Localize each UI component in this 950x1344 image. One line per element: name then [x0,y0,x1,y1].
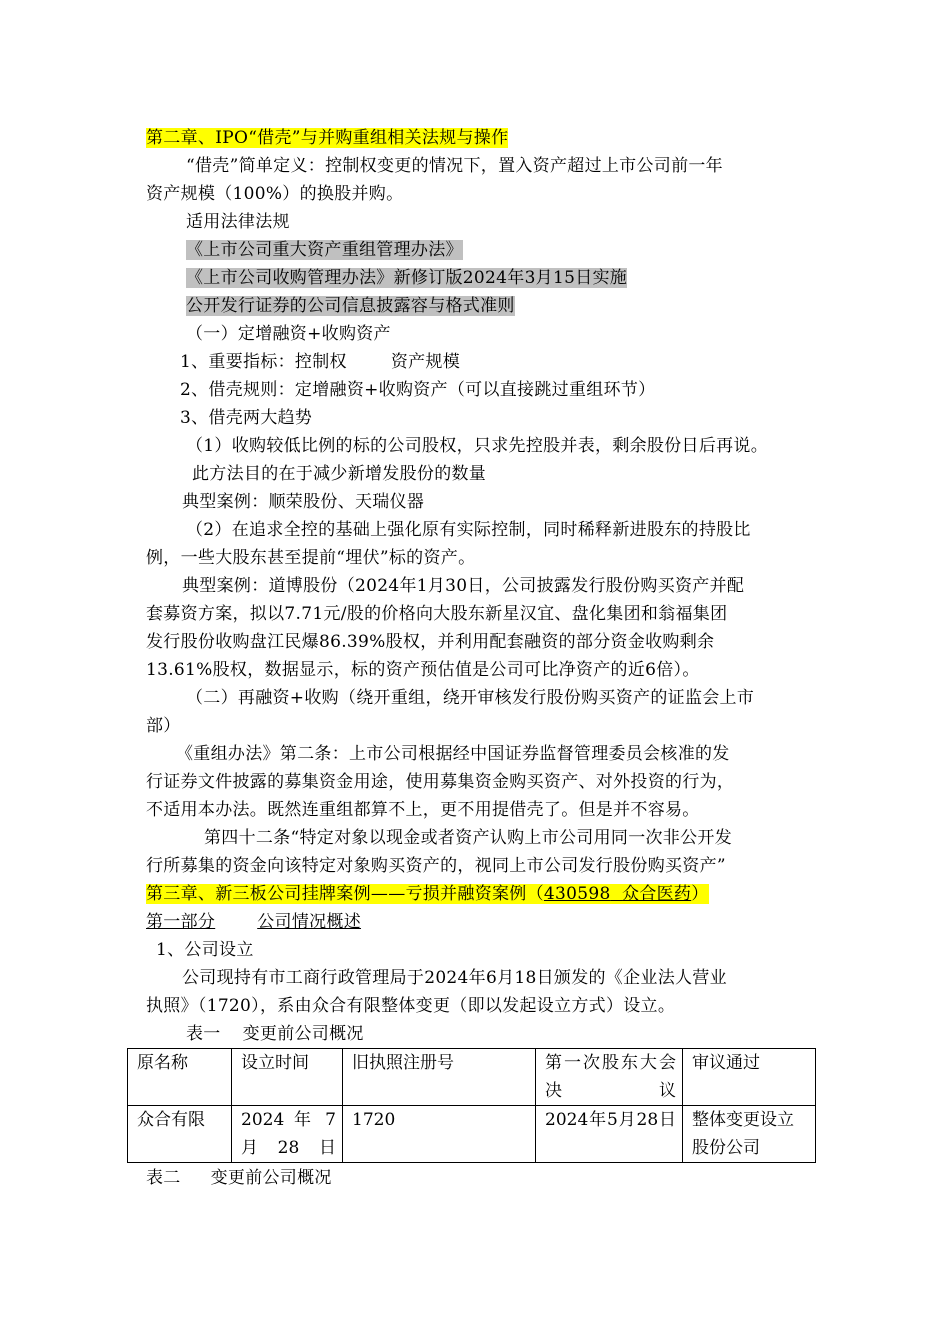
case-2-line-4: 13.61%股权，数据显示，标的资产预估值是公司可比净资产的近6倍）。 [146,660,700,680]
section-company-setup: 1、公司设立 [156,940,254,960]
table-2-caption: 表二 变更前公司概况 [146,1168,332,1188]
setup-line-2: 执照》（1720），系由众合有限整体变更（即以发起设立方式）设立。 [146,996,676,1016]
laws-heading: 适用法律法规 [186,212,290,232]
chapter3-title: 第三章、新三板公司挂牌案例——亏损并融资案例（430598 众合医药） [146,884,709,904]
trend-1-line-1: （1）收购较低比例的标的公司股权，只求先控股并表，剩余股份日后再说。 [186,436,769,456]
company-name: 众合医药 [622,884,692,904]
chapter2-title: 第二章、IPO“借壳”与并购重组相关法规与操作 [146,128,509,148]
case-1: 典型案例：顺荣股份、天瑞仪器 [182,492,425,512]
definition-line-1: “借壳”简单定义：控制权变更的情况下，置入资产超过上市公司前一年 [186,156,723,176]
item-2: 2、借壳规则：定增融资+收购资产（可以直接跳过重组环节） [180,380,656,400]
law-1: 《上市公司重大资产重组管理办法》 [186,240,463,260]
table-header-row [128,1049,816,1106]
trend-1-line-2: 此方法目的在于减少新增发股份的数量 [192,464,487,484]
header-established-date: 设立时间 [232,1049,343,1106]
case-2-line-3: 发行股份收购盘江民爆86.39%股权，并利用配套融资的部分资金收购剩余 [146,632,715,652]
item-3: 3、借壳两大趋势 [180,408,313,428]
header-first-shareholders-meeting: 第一次股东大会决议 [536,1049,683,1106]
stock-code: 430598 [543,884,611,904]
header-approved: 审议通过 [683,1049,816,1106]
article-2-line-3: 不适用本办法。既然连重组都算不上，更不用提借壳了。但是并不容易。 [146,800,700,820]
cell-established-date: 2024 年 7 月28日 [232,1106,343,1163]
definition-line-2: 资产规模（100%）的换股并购。 [146,184,404,204]
setup-line-1: 公司现持有市工商行政管理局于2024年6月18日颁发的《企业法人营业 [182,968,727,988]
part-1-heading: 第一部分 公司情况概述 [146,912,362,932]
cell-approved: 整体变更设立股份公司 [683,1106,816,1163]
table-1-caption: 表一 变更前公司概况 [186,1024,364,1044]
section-1-heading: （一）定增融资+收购资产 [186,324,391,344]
header-old-license-number: 旧执照注册号 [343,1049,536,1106]
table-row [128,1106,816,1163]
company-overview-table [127,1048,816,1163]
law-3: 公开发行证券的公司信息披露容与格式准则 [186,296,515,316]
section-2-line-1: （二）再融资+收购（绕开重组，绕开审核发行股份购买资产的证监会上市 [186,688,755,708]
case-2-line-2: 套募资方案，拟以7.71元/股的价格向大股东新星汉宜、盘化集团和翁福集团 [146,604,728,624]
cell-original-name: 众合有限 [128,1106,232,1163]
trend-2-line-1: （2）在追求全控的基础上强化原有实际控制，同时稀释新进股东的持股比 [186,520,751,540]
case-2-line-1: 典型案例：道博股份（2024年1月30日，公司披露发行股份购买资产并配 [182,576,745,596]
section-2-line-2: 部） [146,716,181,736]
article-42-line-1: 第四十二条“特定对象以现金或者资产认购上市公司用同一次非公开发 [204,828,732,848]
law-2: 《上市公司收购管理办法》新修订版2024年3月15日实施 [186,268,628,288]
item-1: 1、重要指标：控制权 资产规模 [180,352,461,372]
article-2-line-1: 《重组办法》第二条：上市公司根据经中国证券监督管理委员会核准的发 [176,744,730,764]
article-42-line-2: 行所募集的资金向该特定对象购买资产的，视同上市公司发行股份购买资产” [146,856,726,876]
article-2-line-2: 行证券文件披露的募集资金用途，使用募集资金购买资产、对外投资的行为， [146,772,735,792]
header-original-name: 原名称 [128,1049,232,1106]
trend-2-line-2: 例，一些大股东甚至提前“埋伏”标的资产。 [146,548,476,568]
cell-first-shareholders-meeting: 2024年5月28日 [536,1106,683,1163]
cell-old-license-number: 1720 [343,1106,536,1163]
